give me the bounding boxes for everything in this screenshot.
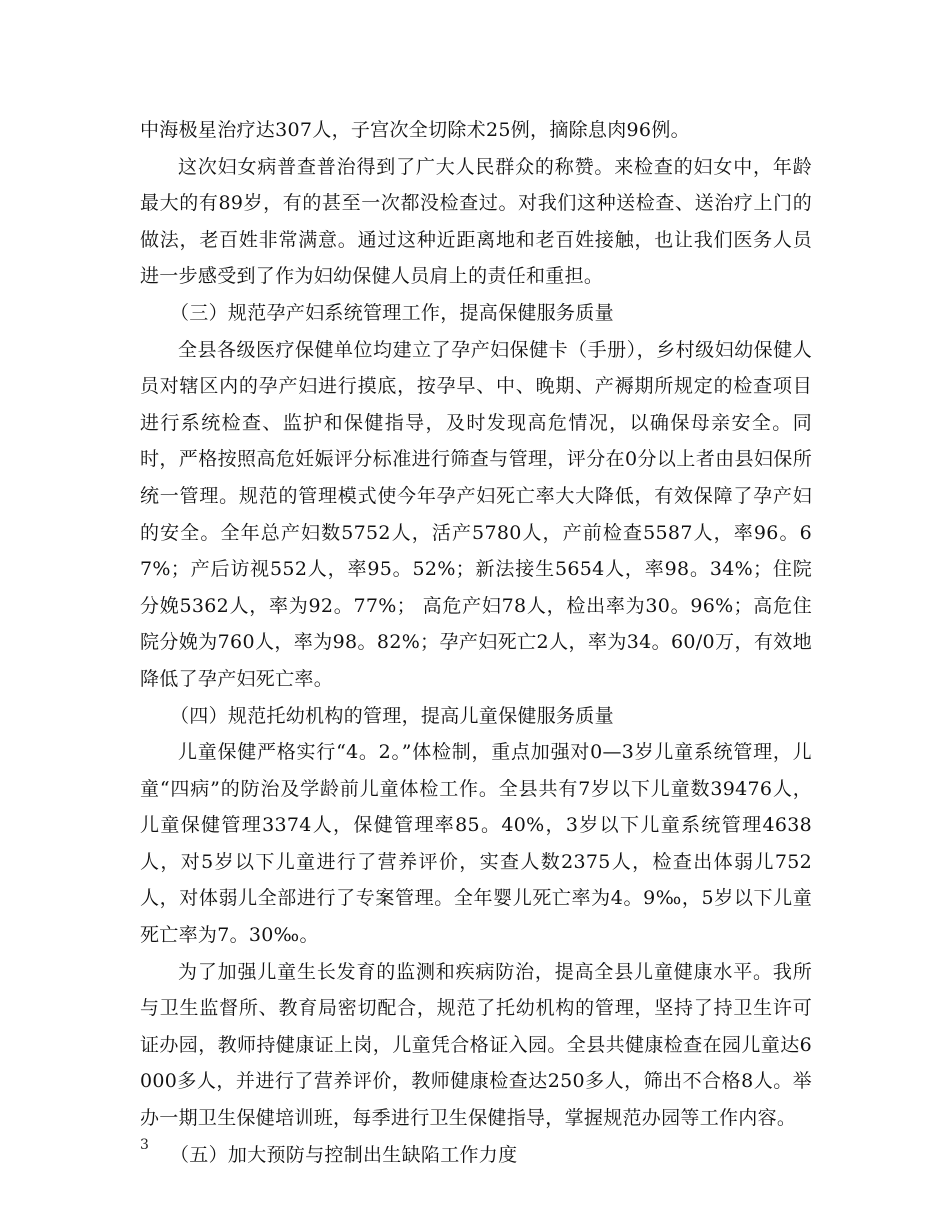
page-number: 3 bbox=[140, 1137, 149, 1153]
paragraph-screening-praise: 这次妇女病普查普治得到了广大人民群众的称赞。来检查的妇女中，年龄最大的有89岁，有的甚至一次都没检查过。对我们这种送检查、送治疗上门的做法，老百姓非常满意。通过这种近距离地和老百姓接触，也让我们医务人员进一步感受到了作为妇幼保健人员肩上的责任和重担。 bbox=[140, 155, 812, 288]
paragraph-maternal-management: 全县各级医疗保健单位均建立了孕产妇保健卡（手册），乡村级妇幼保健人员对辖区内的孕产妇进行摸底，按孕早、中、晚期、产褥期所规定的检查项目进行系统检查、监护和保健指导，及时发现高危情况，以确保母亲安全。同时，严格按照高危妊娠评分标准进行筛查与管理，评分在0分以上者由县妇保所统一管理。规范的管理模式使今年孕产妇死亡率大大降低，有效保障了孕产妇的安全。全年总产妇数5752人，活产5780人，产前检查5587人，率96。67%；产后访视552人，率95。52%；新法接生5654人，率98。34%；住院分娩5362人，率为92。77%； 高危产妇78人，检出率为30。96%；高危住院分娩为760人，率为98。82%；孕产妇死亡2人，率为34。60/0万，有效地降低了孕产妇死亡率。 bbox=[140, 338, 812, 690]
document-body bbox=[140, 112, 812, 1173]
paragraph-kindergarten-management: 为了加强儿童生长发育的监测和疾病防治，提高全县儿童健康水平。我所与卫生监督所、教育局密切配合，规范了托幼机构的管理，坚持了持卫生许可证办园，教师持健康证上岗，儿童凭合格证入园。全县共健康检查在园儿童达6000多人，并进行了营养评价，教师健康检查达250多人，筛出不合格8人。举办一期卫生保健培训班，每季进行卫生保健指导，掌握规范办园等工作内容。 bbox=[140, 960, 812, 1130]
section-heading-4: （四）规范托幼机构的管理，提高儿童保健服务质量 bbox=[170, 704, 614, 727]
section-heading-5: （五）加大预防与控制出生缺陷工作力度 bbox=[170, 1143, 518, 1166]
paragraph-child-health: 儿童保健严格实行“4。2。”体检制，重点加强对0—3岁儿童系统管理，儿童“四病”的防治及学龄前儿童体检工作。全县共有7岁以下儿童数39476人，儿童保健管理3374人，保健管理率85。40%，3岁以下儿童系统管理4638人，对5岁以下儿童进行了营养评价，实查人数2375人，检查出体弱儿752人，对体弱儿全部进行了专案管理。全年婴儿死亡率为4。9‰，5岁以下儿童死亡率为7。30‰。 bbox=[140, 741, 812, 947]
section-heading-3: （三）规范孕产妇系统管理工作，提高保健服务质量 bbox=[170, 301, 614, 324]
paragraph-continuation: 中海极星治疗达307人，子宫次全切除术25例，摘除息肉96例。 bbox=[140, 119, 690, 141]
